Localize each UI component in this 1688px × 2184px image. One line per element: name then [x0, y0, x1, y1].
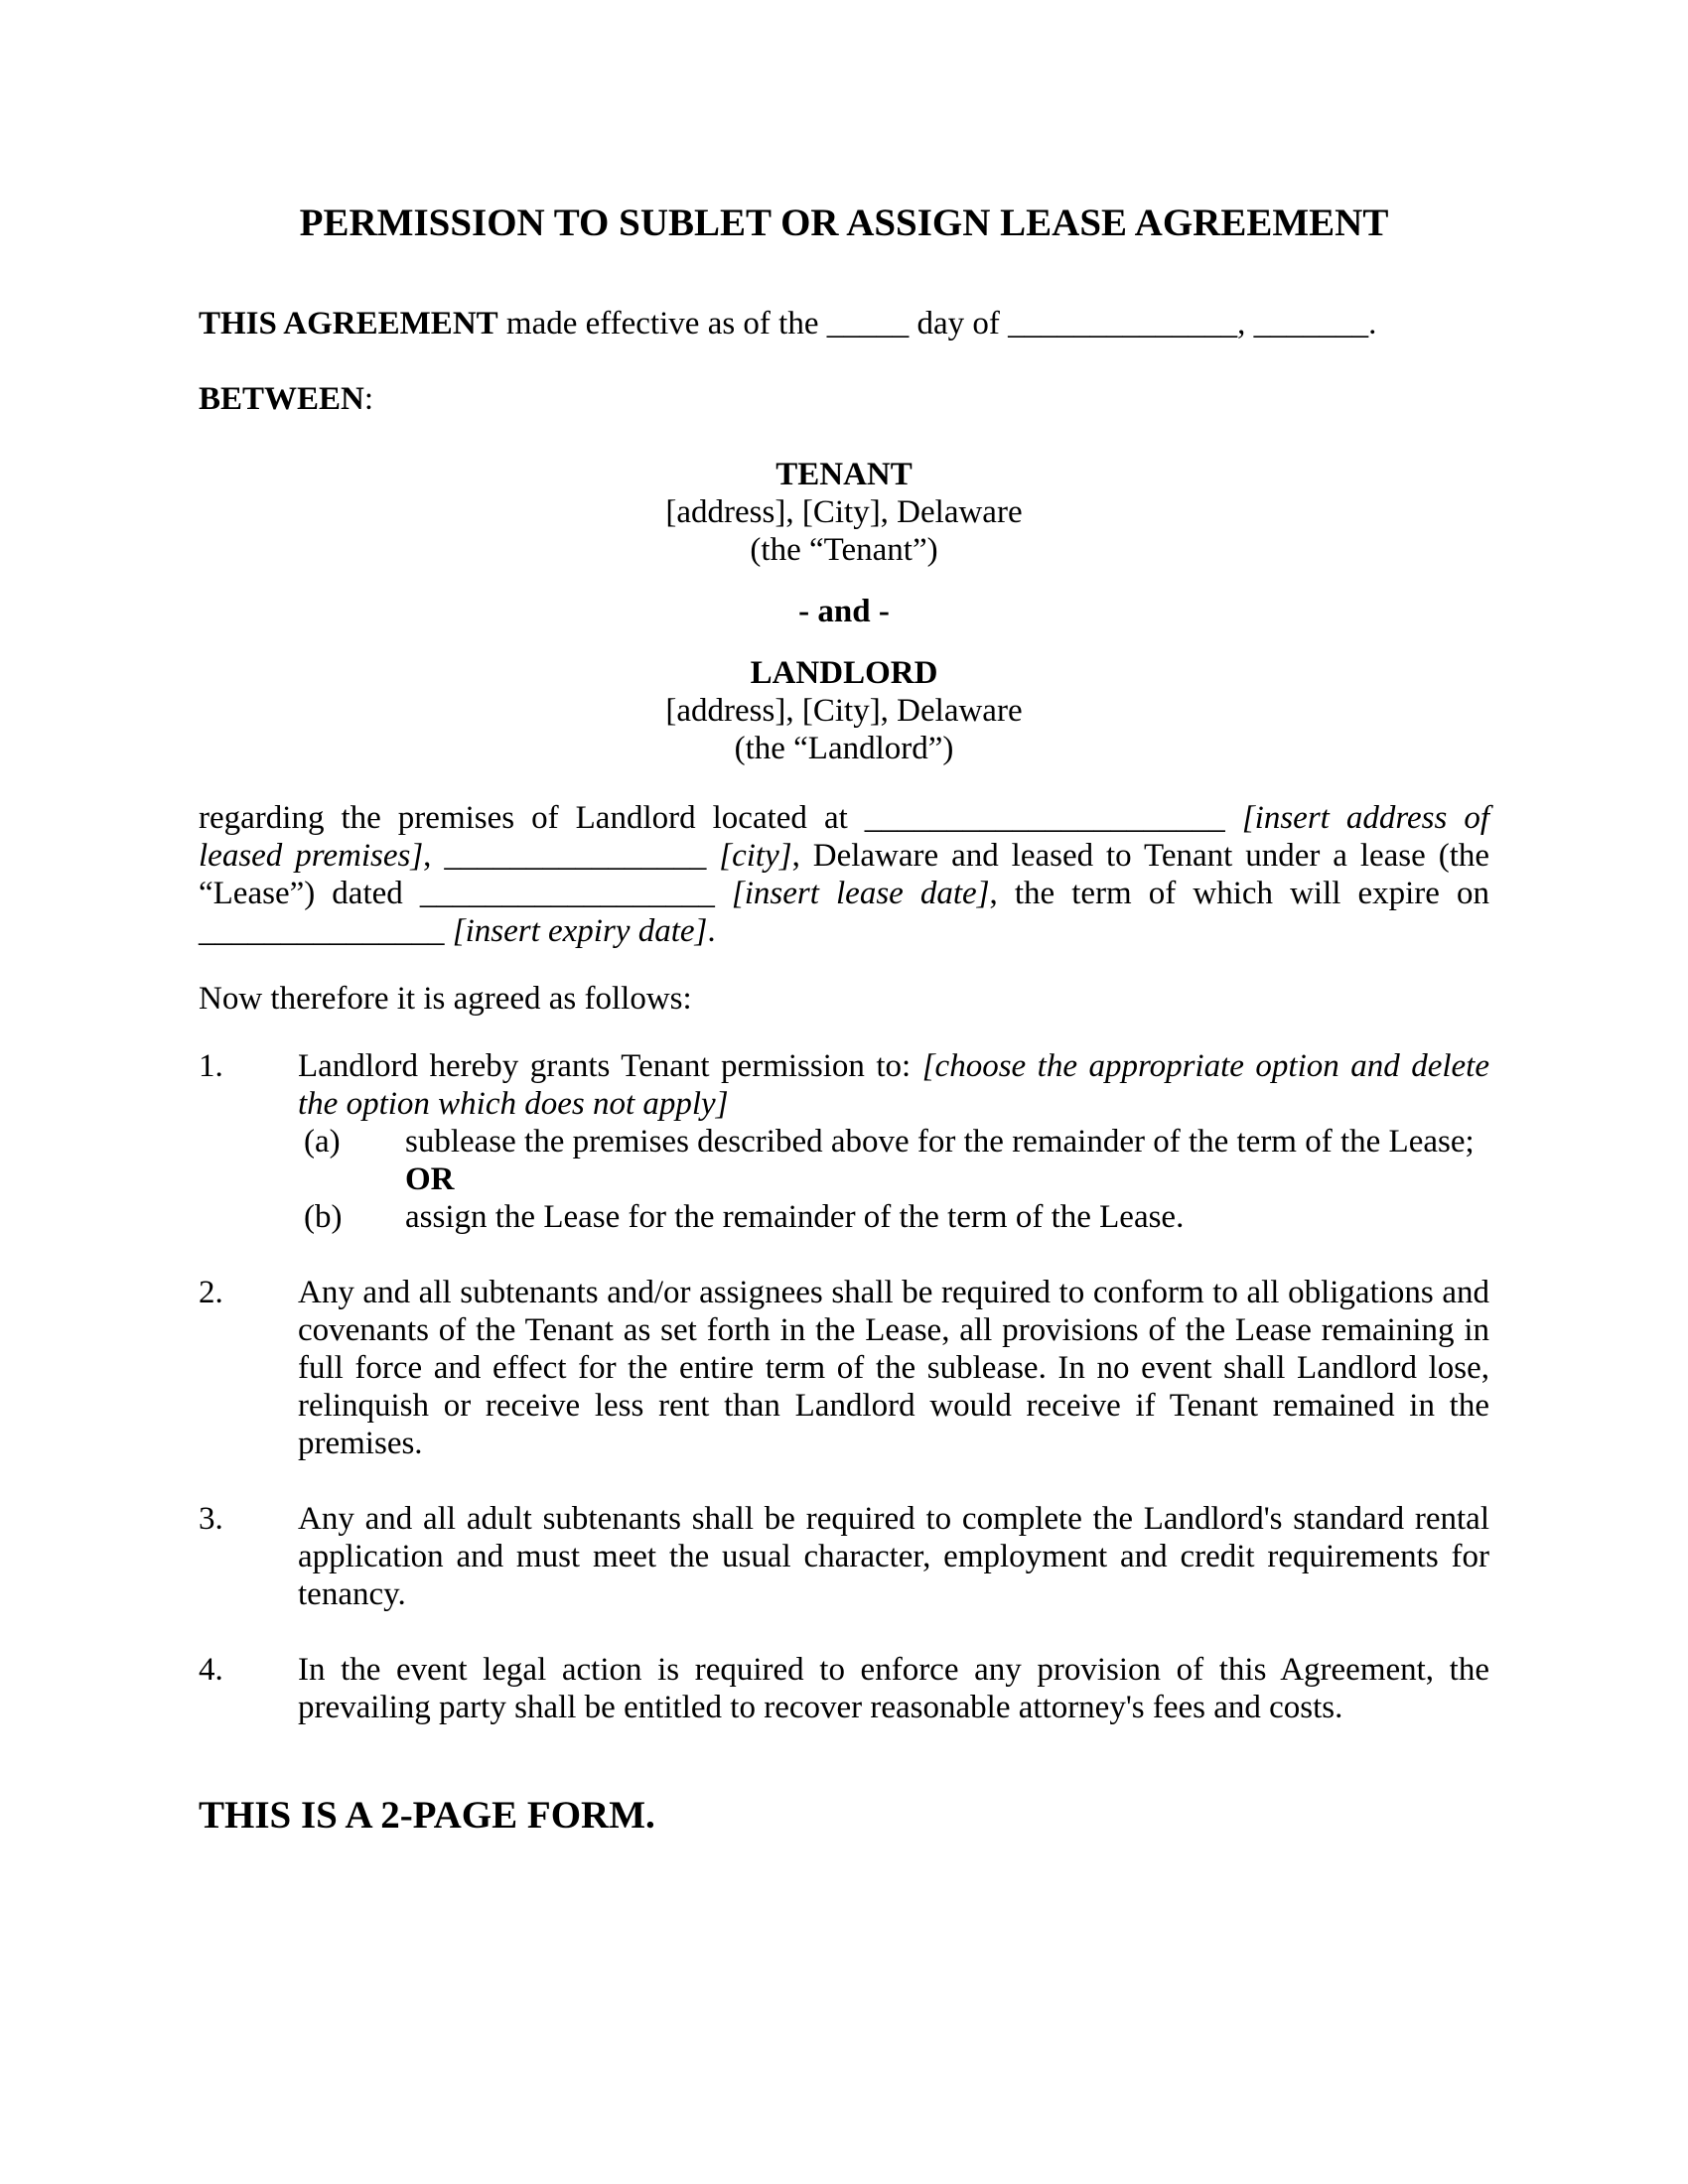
clause-1a-text: sublease the premises described above for the remainder of the term of the Lease; OR	[405, 1124, 1475, 1197]
clause-2-number: 2.	[199, 1275, 223, 1310]
landlord-block	[199, 654, 1489, 767]
tenant-alias: (the “Tenant”)	[750, 532, 938, 568]
clause-1b	[298, 1198, 1489, 1236]
clause-1-number: 1.	[199, 1048, 223, 1084]
premises-clause: regarding the premises of Landlord located at ______________________ [insert address of leased premises], ________________ [city], Delaware and leased to Tenant under a lease (the “Lease”) dated __________________ [insert lease date], the term of which will expire on _______________ [insert expiry date].	[199, 800, 1490, 949]
document-title: PERMISSION TO SUBLET OR ASSIGN LEASE AGREEMENT	[299, 202, 1389, 244]
tenant-block	[199, 456, 1489, 569]
intro-clause: THIS AGREEMENT made effective as of the _____ day of ______________, _______.	[199, 306, 1377, 341]
clause-2-text: Any and all subtenants and/or assignees shall be required to conform to all obligations and covenants of the Tenant as set forth in the Lease, all provisions of the Lease remaining in full force and effect for the entire term of the sublease. In no event shall Landlord lose, relinquish or receive less rent than Landlord would receive if Tenant remained in the premises.	[298, 1275, 1489, 1461]
clause-1	[199, 1047, 1489, 1236]
now-therefore-line: Now therefore it is agreed as follows:	[199, 981, 692, 1017]
clause-1b-text: assign the Lease for the remainder of the term of the Lease.	[405, 1199, 1185, 1235]
clause-1a-label: (a)	[304, 1124, 341, 1160]
tenant-name: TENANT	[775, 457, 913, 492]
parties-separator: - and -	[798, 594, 890, 629]
page-count-note: THIS IS A 2-PAGE FORM.	[199, 1794, 655, 1837]
tenant-address: [address], [City], Delaware	[665, 494, 1023, 530]
clause-4-text: In the event legal action is required to enforce any provision of this Agreement, the prevailing party shall be entitled to recover reasonable attorney's fees and costs.	[298, 1652, 1489, 1725]
clause-1a	[298, 1123, 1489, 1198]
clause-4-number: 4.	[199, 1652, 223, 1688]
clause-4	[199, 1651, 1489, 1726]
clause-3-text: Any and all adult subtenants shall be required to complete the Landlord's standard rental application and must meet the usual character, employment and credit requirements for tenancy.	[298, 1501, 1489, 1612]
landlord-name: LANDLORD	[750, 655, 938, 691]
clause-1b-label: (b)	[304, 1199, 343, 1235]
clause-3	[199, 1500, 1489, 1613]
clause-1-text: Landlord hereby grants Tenant permission to: [choose the appropriate option and delete the option which does not apply]	[298, 1048, 1489, 1122]
landlord-alias: (the “Landlord”)	[734, 731, 954, 766]
landlord-address: [address], [City], Delaware	[665, 693, 1023, 729]
clause-2	[199, 1274, 1489, 1462]
clause-3-number: 3.	[199, 1501, 223, 1537]
between-label: BETWEEN:	[199, 381, 374, 417]
